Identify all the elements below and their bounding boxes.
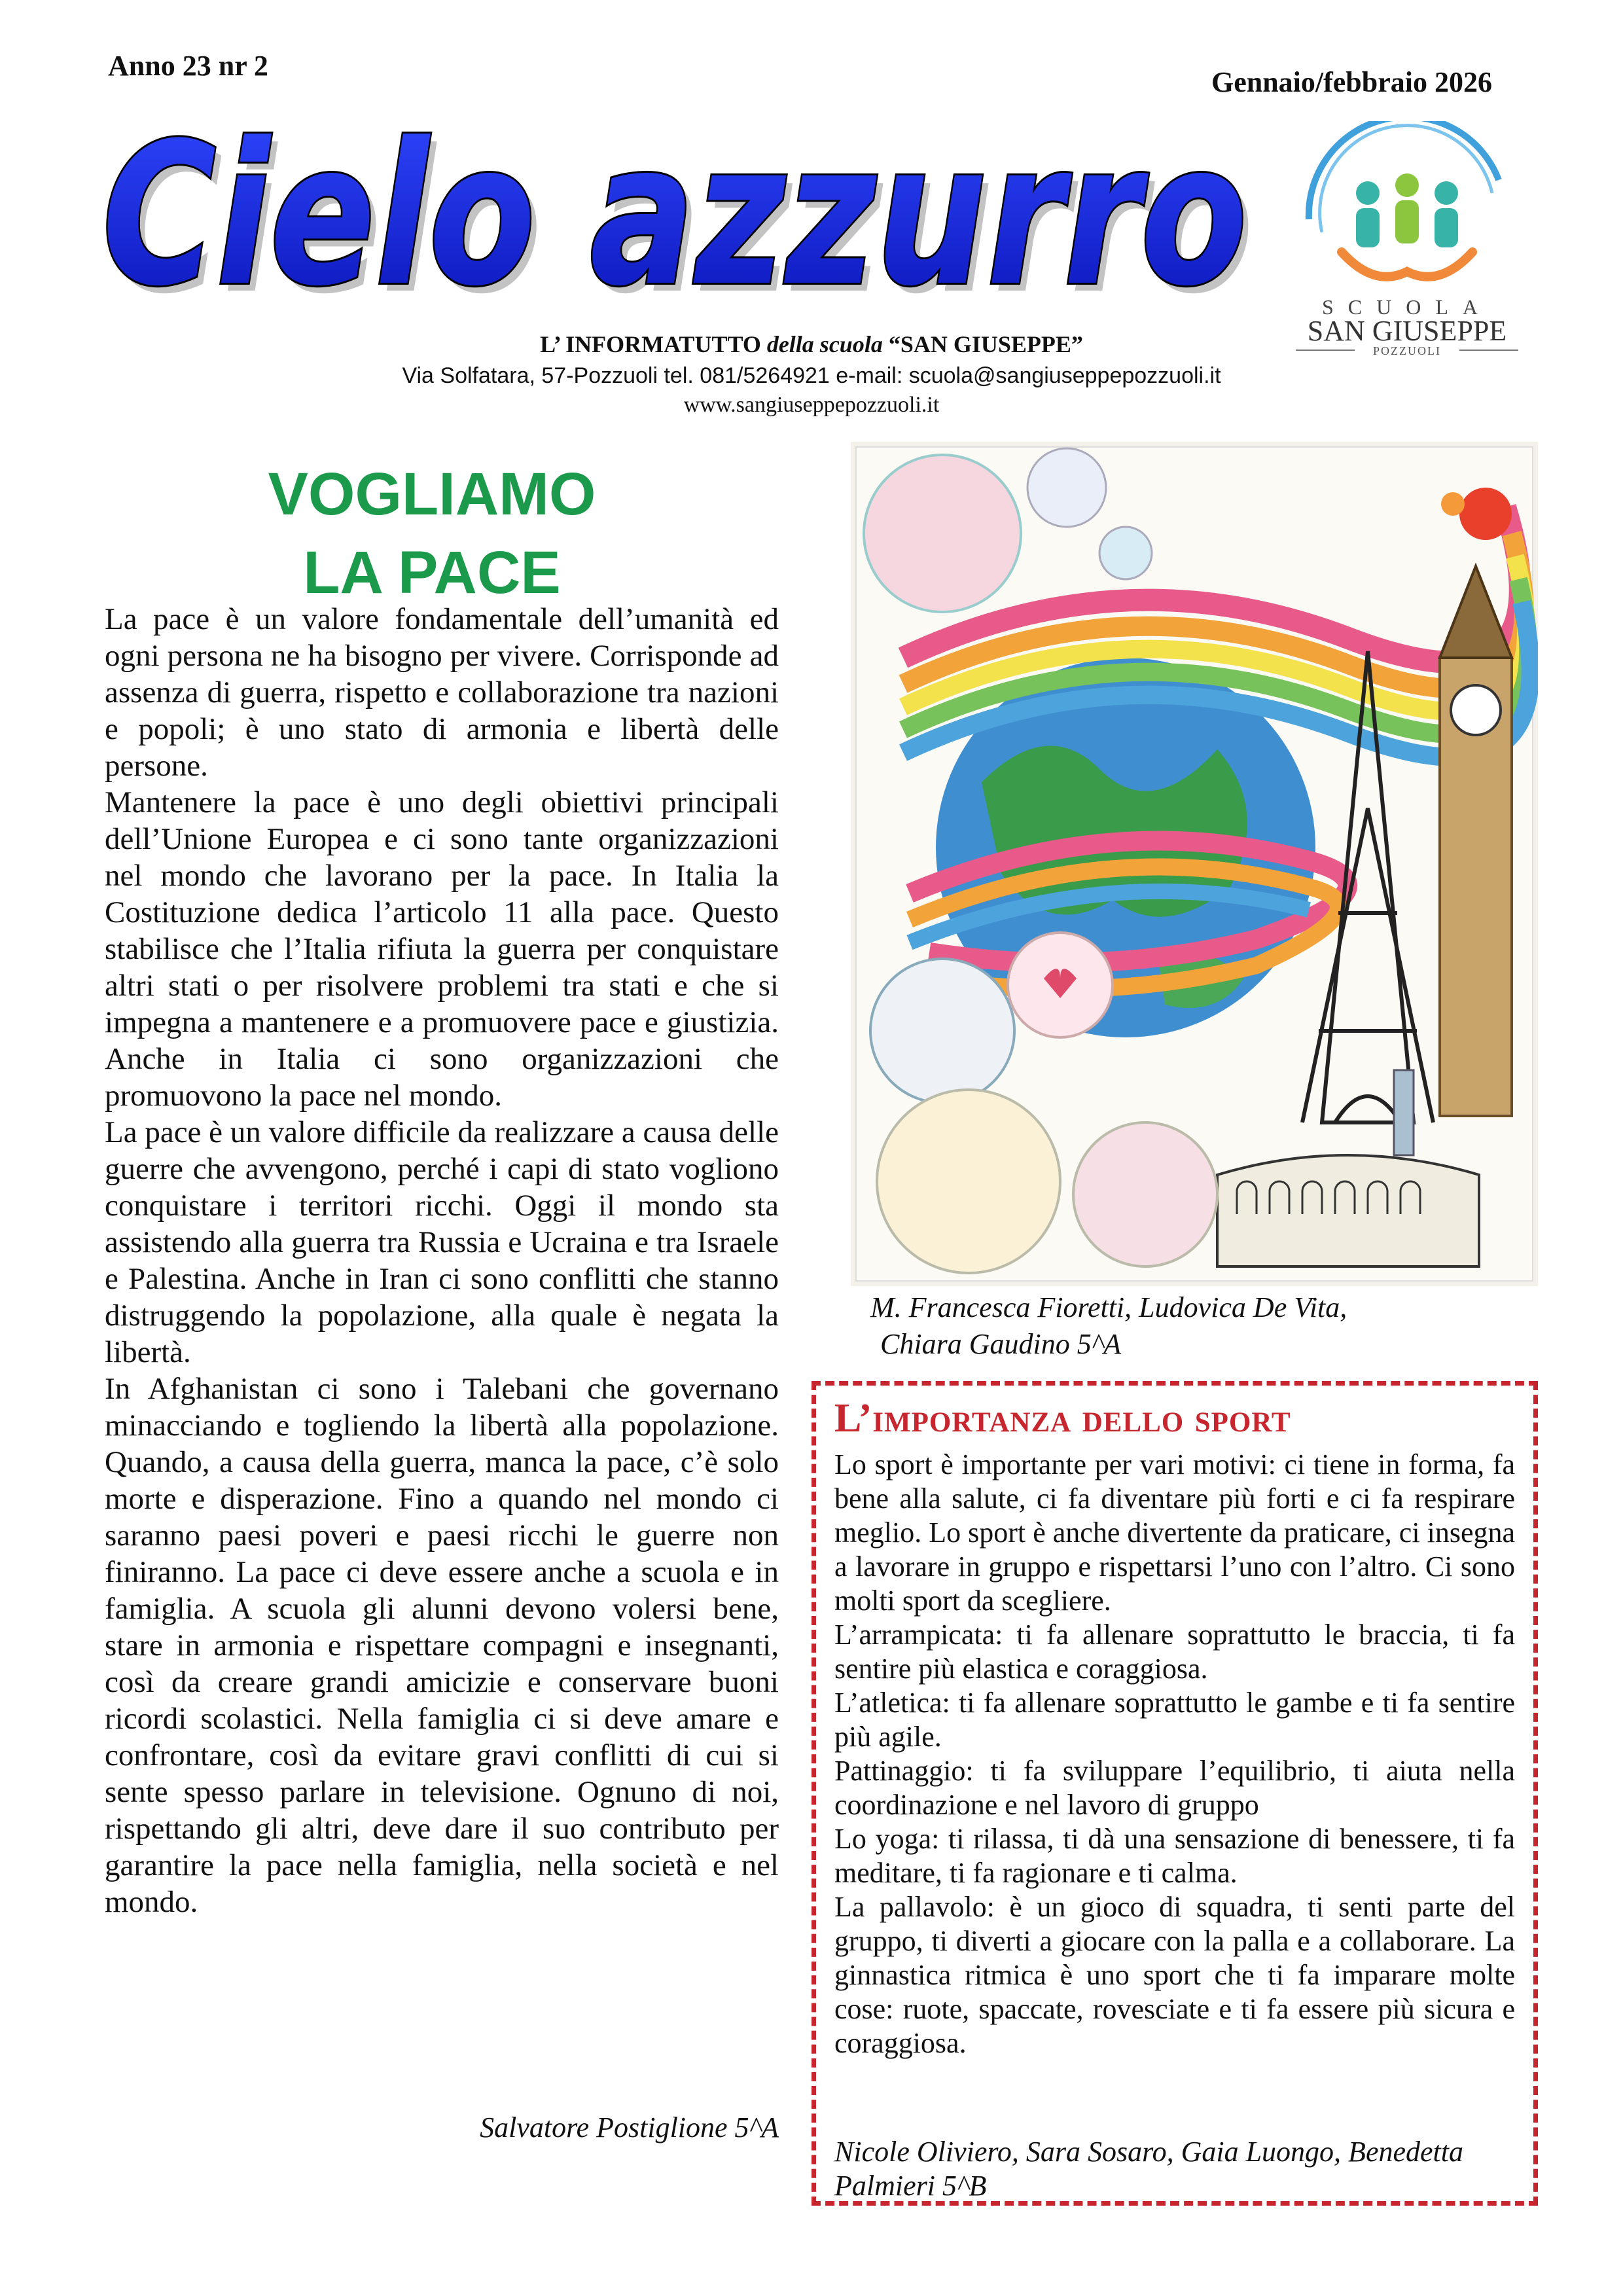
sport-paragraph: Lo yoga: ti rilassa, ti dà una sensazione di benessere, ti fa meditare, ti fa ragionare e ti calma. — [834, 1823, 1515, 1889]
article-author: Salvatore Postiglione 5^A — [480, 2111, 779, 2144]
masthead-text: Cielo azzurro — [102, 105, 1247, 321]
article-paragraph: Mantenere la pace è uno degli obiettivi principali dell’Unione Europea e ci sono tante organizzazioni nel mondo che lavorano per la pace. In Italia la Costituzione dedica l’articolo 11 alla pace. Questo stabilisce che l’Italia rifiuta la guerra per conquistare altri stati o per risolvere problemi tra stati e che si impegna a mantenere e a promuovere pace e giustizia. Anche in Italia ci sono organizzazioni che promuovono la pace nel mondo. — [105, 785, 779, 1113]
sport-article-title: L’importanza dello sport — [834, 1396, 1291, 1441]
school-logo — [1283, 121, 1531, 357]
article-body — [105, 601, 779, 1920]
sport-paragraph: Lo sport è importante per vari motivi: ci tiene in forma, fa bene alla salute, ci fa diventare più forti e ci fa respirare meglio. Lo sport è anche divertente da praticare, ci insegna a lavorare in gruppo e rispettarsi l’uno con l’altro. Ci sono molti sport da scegliere. — [834, 1448, 1515, 1617]
sport-paragraph: L’atletica: ti fa allenare soprattutto le gambe e ti fa sentire più agile. — [834, 1687, 1515, 1753]
logo-line3: POZZUOLI — [1373, 344, 1441, 357]
masthead-title — [98, 105, 1257, 321]
sport-article-authors: Nicole Oliviero, Sara Sosaro, Gaia Luongo, Benedetta Palmieri 5^B — [834, 2136, 1463, 2202]
sport-paragraph: Pattinaggio: ti fa sviluppare l’equilibrio, ti aiuta nella coordinazione e nel lavoro di gruppo — [834, 1755, 1515, 1821]
sport-paragraph: L’arrampicata: ti fa allenare soprattutto le braccia, ti fa sentire più elastica e coraggiosa. — [834, 1619, 1515, 1685]
school-address: Via Solfatara, 57-Pozzuoli tel. 081/5264921 e-mail: scuola@sangiuseppepozzuoli.it — [402, 363, 1221, 388]
school-website[interactable]: www.sangiuseppepozzuoli.it — [683, 393, 940, 417]
tagline: L’ INFORMATUTTO della scuola “SAN GIUSEPPE” — [540, 331, 1083, 357]
logo-line1: SCUOLA — [1321, 295, 1493, 319]
article-paragraph: La pace è un valore difficile da realizzare a causa delle guerre che avvengono, perché i capi di stato vogliono conquistare i territori ricchi. Oggi il mondo sta assistendo alla guerra tra Russia e Ucraina e tra Israele e Palestina. Anche in Iran ci sono conflitti che stanno distruggendo la popolazione, alla quale è negata la libertà. — [105, 1115, 779, 1369]
drawing-caption: M. Francesca Fioretti, Ludovica De Vita, Chiara Gaudino 5^A — [870, 1291, 1347, 1360]
sport-paragraph: La pallavolo: è un gioco di squadra, ti senti parte del gruppo, ti diverti a giocare con la palla e a collaborare. La ginnastica ritmica è uno sport che ti fa imparare molte cose: ruote, spaccate, rovesciate e ti fa essere più sicura e coraggiosa. — [834, 1891, 1515, 2059]
issue-date: Gennaio/febbraio 2026 — [1211, 66, 1492, 98]
logo-line2: SAN GIUSEPPE — [1307, 315, 1507, 347]
children-drawing-image — [851, 442, 1538, 1286]
issue-number: Anno 23 nr 2 — [108, 50, 268, 82]
sport-article-body — [834, 1448, 1515, 2060]
masthead-shadow: Cielo azzurro — [109, 109, 1254, 321]
article-paragraph: In Afghanistan ci sono i Talebani che governano minacciando e togliendo la libertà alla popolazione. Quando, a causa della guerra, manca la pace, c’è solo morte e disperazione. Fino a quando nel mondo ci saranno paesi poveri e paesi ricchi le guerre non finiranno. La pace ci deve essere anche a scuola e in famiglia. A scuola gli alunni devono volersi bene, stare in armonia e rispettare compagni e insegnanti, così da creare grandi amicizie e conservare buoni ricordi scolastici. Nella famiglia ci si deve amare e confrontare, così da evitare gravi conflitti di cui si sente spesso parlare in televisione. Ognuno di noi, rispettando gli altri, deve dare il suo contributo per garantire la pace nella famiglia, nella società e nel mondo. — [105, 1372, 779, 1919]
article-title: VOGLIAMO LA PACE — [268, 461, 596, 606]
article-paragraph: La pace è un valore fondamentale dell’umanità ed ogni persona ne ha bisogno per vivere. Corrisponde ad assenza di guerra, rispetto e collaborazione tra nazioni e popoli; è uno stato di armonia e libertà delle persone. — [105, 602, 779, 783]
